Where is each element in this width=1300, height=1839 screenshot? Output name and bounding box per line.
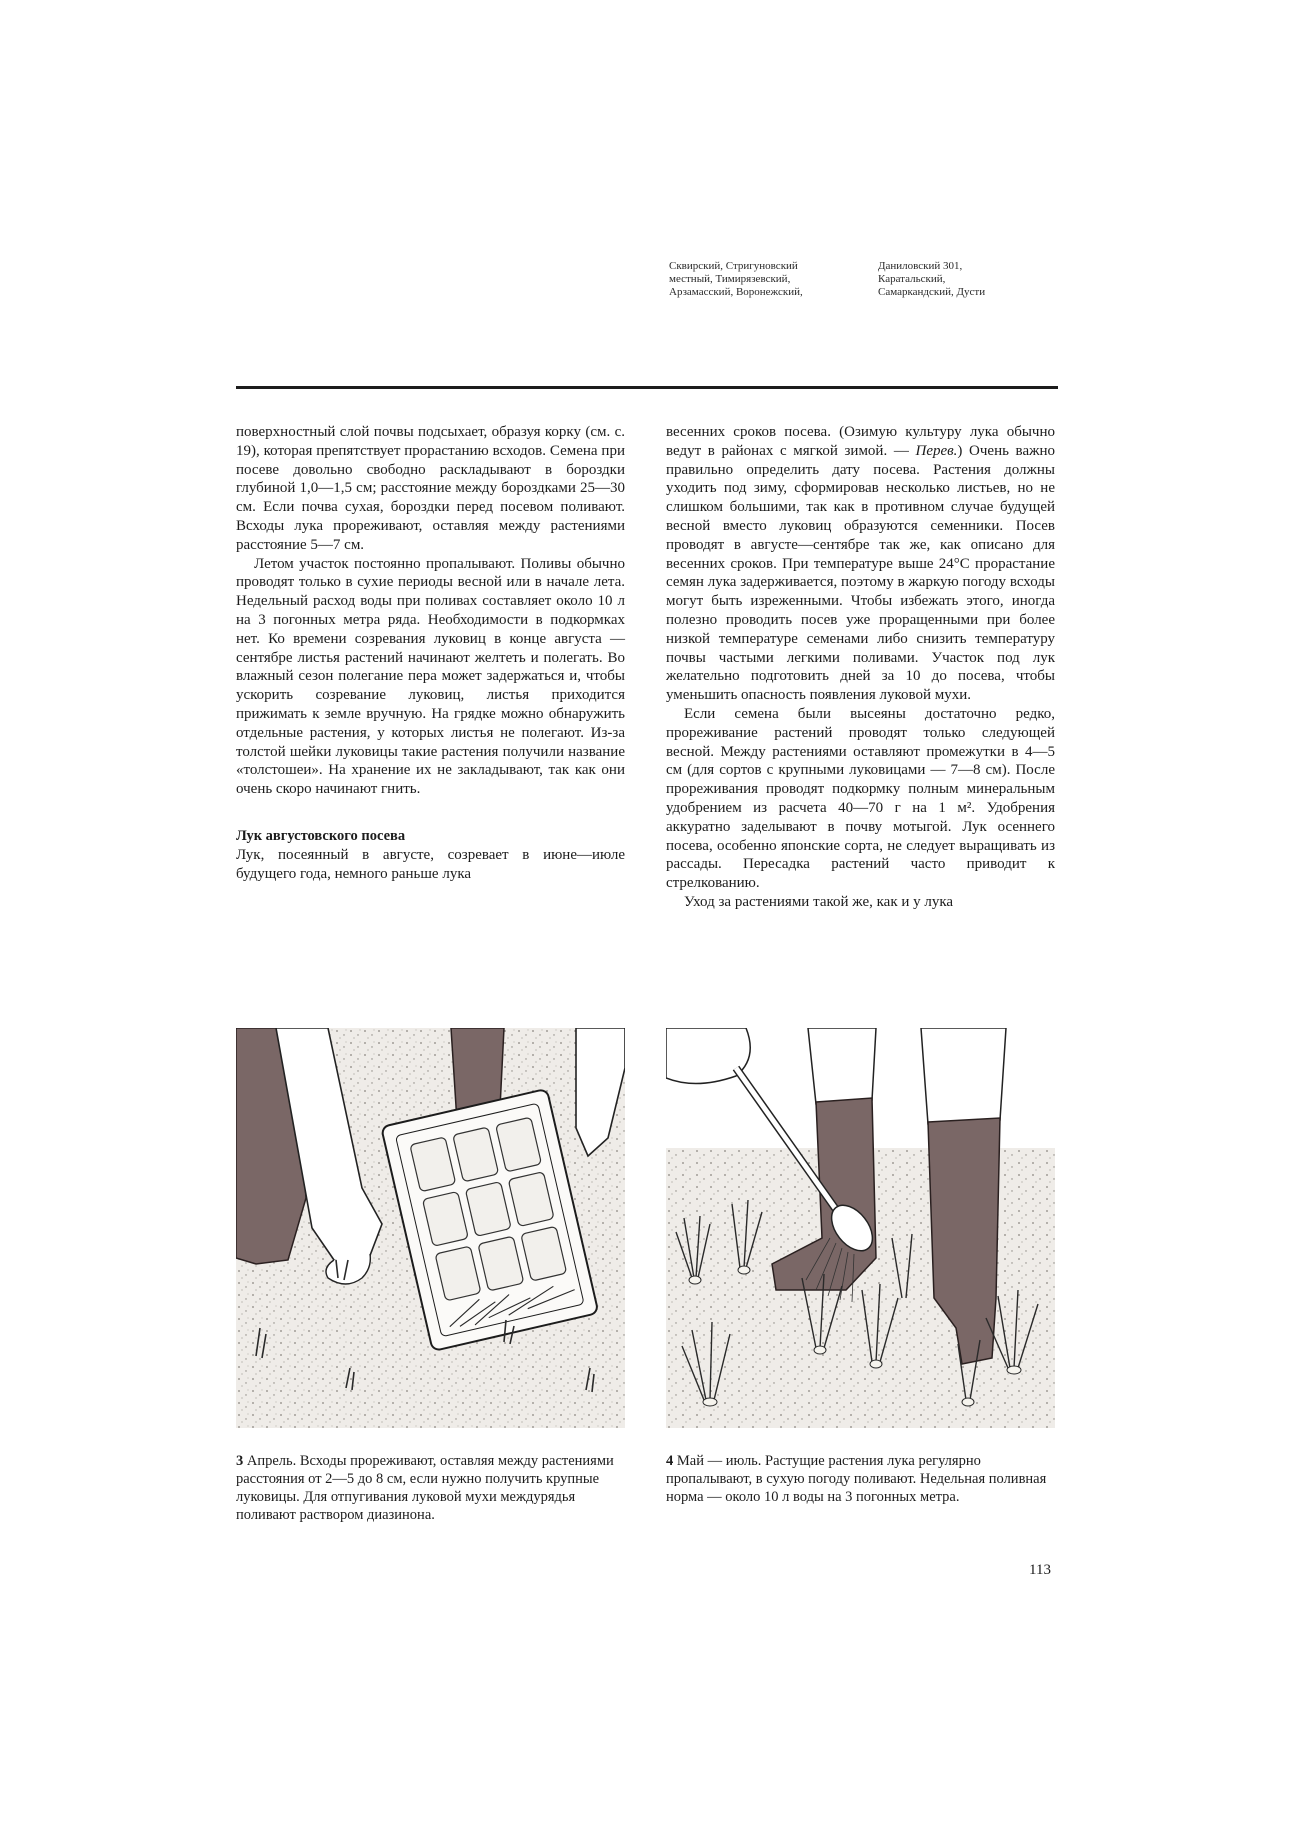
paragraph: Летом участок постоянно пропалывают. Поливы обычно проводят только в сухие периоды весной или в начале лета. Недельный расход воды при поливах составляет около 10 л на 3 погонных метра ряда. Необходимости в подкормках нет. Ко времени созревания луковиц в конце августа — сентябре листья растений начинают желтеть и полегать. Во влажный сезон полегание пера может задержаться и, чтобы ускорить созревание луковиц, листья приходится прижимать к земле вручную. На грядке можно обнаружить отдельные растения, у которых листья не полегают. Из-за толстой шейки луковицы такие растения получили название «толстошеи». На хранение их не закладывают, так как они очень скоро начинают гнить. xyxy=(236,555,625,798)
translator-note: Перев. xyxy=(915,442,958,459)
variety-line: Каратальский, xyxy=(878,273,946,285)
variety-line: Самаркандский, Дусти xyxy=(878,286,986,298)
paragraph: Лук, посеянный в августе, созревает в июне—июле будущего года, немного раньше лука xyxy=(236,846,625,882)
caption-text: Май — июль. Растущие растения лука регулярно пропалывают, в сухую погоду поливают. Недельная поливная норма — около 10 л воды на 3 погонных метра. xyxy=(666,1453,1047,1505)
paragraph: поверхностный слой почвы подсыхает, образуя корку (см. с. 19), которая препятствует прорастанию всходов. Семена при посеве довольно свободно раскладывают в бороздки глубиной 1,0—1,5 см; расстояние между бороздками 25—30 см. Если почва сухая, бороздки перед посевом поливают. Всходы лука прореживают, оставляя между растениями расстояние 5—7 см. xyxy=(236,424,625,553)
variety-line: Арзамасский, Воронежский, xyxy=(669,286,803,298)
variety-line: Даниловский 301, xyxy=(878,260,963,272)
variety-line: Сквирский, Стригуновский xyxy=(669,260,798,272)
caption-text: Апрель. Всходы прореживают, оставляя между растениями расстояния от 2—5 до 8 см, если нужно получить крупные луковицы. Для отпугивания луковой мухи междурядья поливают раствором диазинона. xyxy=(236,1453,614,1523)
figure-number: 3 xyxy=(236,1453,244,1469)
text-column-right xyxy=(666,423,1055,912)
variety-line: местный, Тимирязевский, xyxy=(669,273,791,285)
section-heading: Лук августовского посева xyxy=(236,827,406,844)
varieties-list-right xyxy=(878,260,985,299)
paragraph: Если семена были высеяны достаточно редко, прореживание растений проводят только следующей весной. Между растениями оставляют промежутки в 4—5 см (для сортов с крупными луковицами — 7—8 см). После прореживания проводят подкормку полным минеральным удобрением из расчета 40—70 г на 1 м². Удобрения аккуратно заделывают в почву мотыгой. Лук осеннего посева, особенно японские сорта, не следует выращивать из рассады. Пересадка растений часто приводит к стрелкованию. xyxy=(666,705,1055,892)
section-divider xyxy=(236,386,1058,389)
paragraph: Уход за растениями такой же, как и у лука xyxy=(684,893,954,910)
text-run: весенних сроков посева. (Озимую культуру лука обычно ведут в районах с мягкой зимой. — xyxy=(666,424,1055,459)
text-column-left xyxy=(236,423,625,883)
illustration-watering xyxy=(666,1028,1055,1428)
illustration-thinning xyxy=(236,1028,625,1428)
figure-number: 4 xyxy=(666,1453,674,1469)
paragraph xyxy=(666,423,1055,705)
figure-caption-3 xyxy=(236,1452,625,1524)
page-number: 113 xyxy=(1029,1562,1051,1578)
figure-caption-4 xyxy=(666,1452,1055,1506)
text-run: ) Очень важно правильно определить дату посева. Растения должны уходить под зиму, сформировав несколько листьев, но не слишком большими, так как в противном случае будущей весной вместо луковиц образуются семенники. Посев проводят в августе—сентябре так же, как описано для весенних сроков. При температуре выше 24°С прорастание семян лука задерживается, поэтому в жаркую погоду всходы могут быть изреженными. Чтобы избежать этого, иногда полезно проводить посев уже проращенными при более низкой температуре семенами либо снизить температуру почвы частыми легкими поливами. Участок под лук желательно подготовить дней за 10 до посева, чтобы уменьшить опасность появления луковой мухи. xyxy=(666,442,1055,704)
varieties-list-left xyxy=(669,260,803,299)
